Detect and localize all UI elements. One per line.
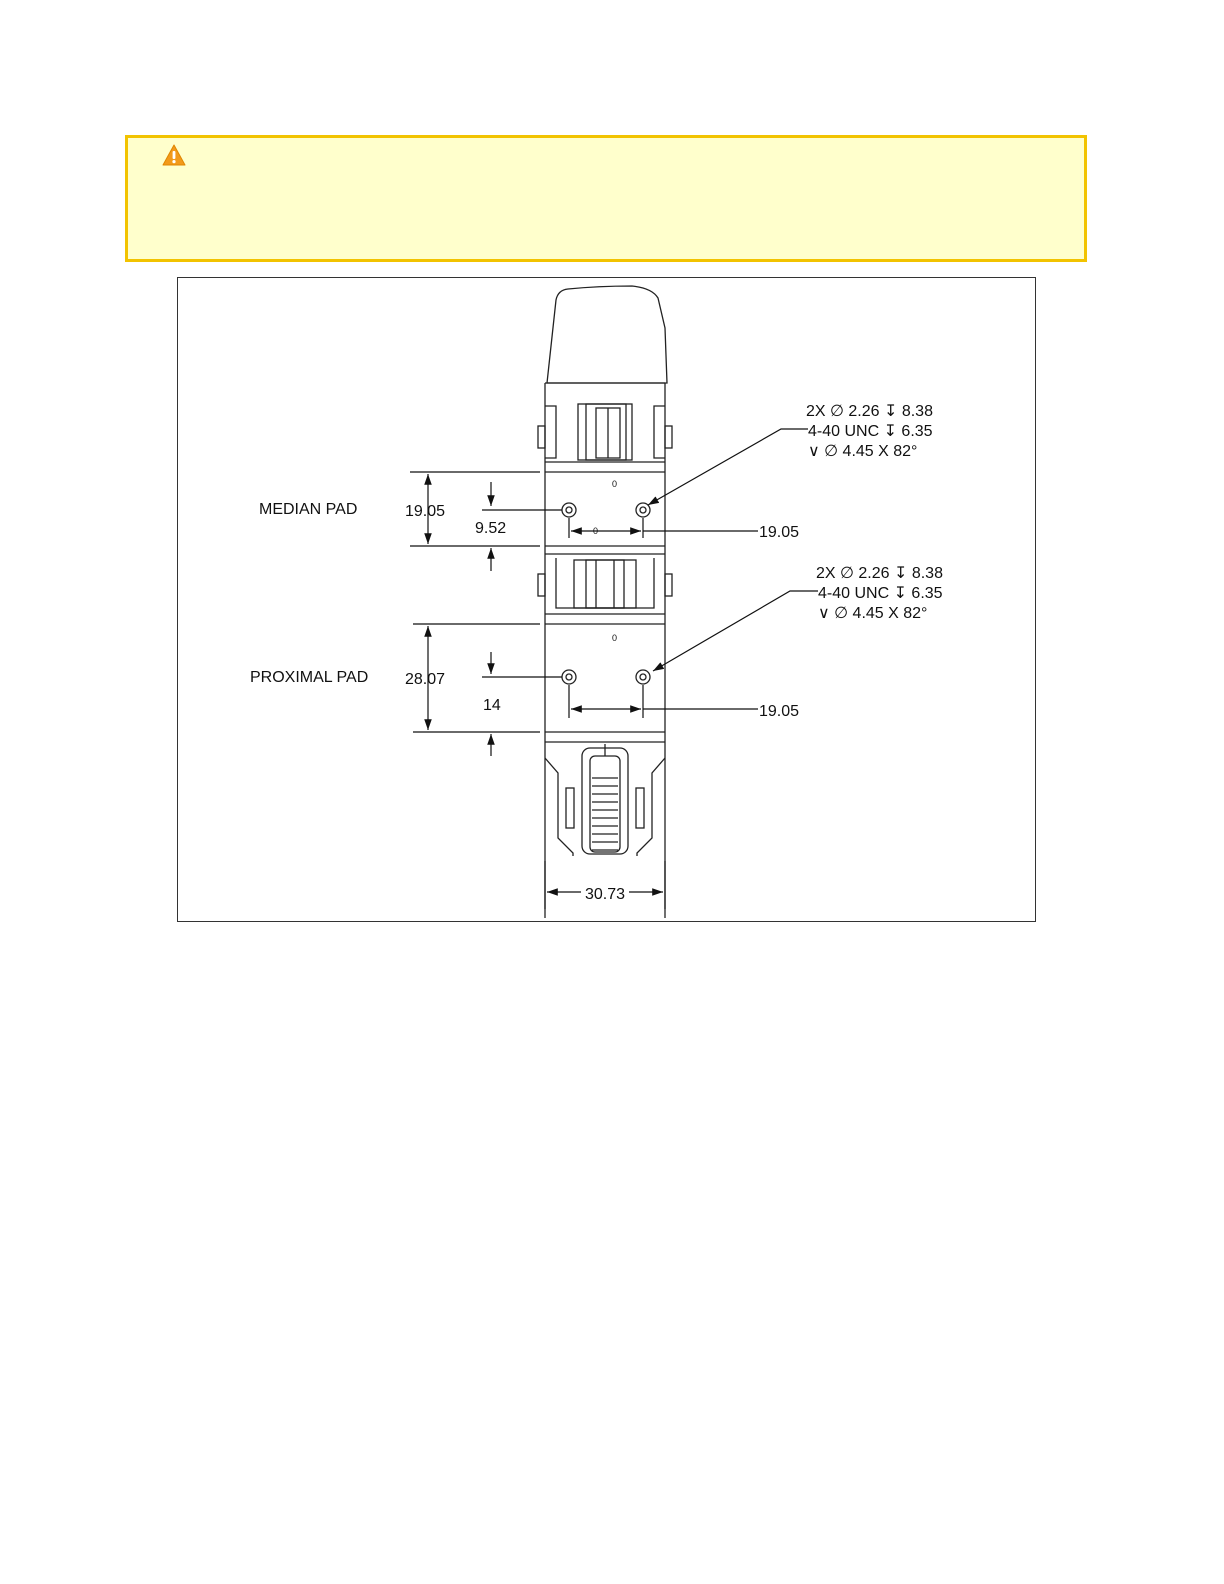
- median-pad-region: [545, 472, 665, 546]
- proximal-pad-label: PROXIMAL PAD: [250, 669, 369, 686]
- technical-drawing: [178, 278, 1035, 921]
- proximal-callout-line1: 2X ∅ 2.26 ↧ 8.38: [816, 565, 943, 582]
- proximal-pad-dimensions: [413, 591, 818, 756]
- finger-outline: [538, 286, 672, 918]
- median-callout-line2: 4-40 UNC ↧ 6.35: [808, 423, 933, 440]
- median-hole-right: [636, 503, 650, 517]
- proximal-offset-value: 14: [483, 697, 501, 714]
- median-hole-left: [562, 503, 576, 517]
- proximal-callout-line2: 4-40 UNC ↧ 6.35: [818, 585, 943, 602]
- base-gear-section: [545, 742, 665, 856]
- warning-triangle-icon: [162, 144, 186, 166]
- proximal-callout-line3: ∨ ∅ 4.45 X 82°: [818, 605, 928, 622]
- median-mark-b: 0: [593, 526, 599, 536]
- width-value: 30.73: [585, 886, 626, 903]
- warning-callout-box: [125, 135, 1087, 262]
- proximal-pad-region: [545, 624, 665, 732]
- median-height-value: 19.05: [405, 503, 446, 520]
- median-callout-line1: 2X ∅ 2.26 ↧ 8.38: [806, 403, 933, 420]
- upper-joint: [538, 404, 672, 462]
- median-spacing-value: 19.05: [759, 524, 800, 541]
- proximal-hole-right: [636, 670, 650, 684]
- median-pad-label: MEDIAN PAD: [259, 501, 358, 518]
- median-offset-value: 9.52: [475, 520, 507, 537]
- median-callout-line3: ∨ ∅ 4.45 X 82°: [808, 443, 918, 460]
- fingertip-cap: [547, 286, 667, 383]
- middle-joint: [538, 554, 672, 614]
- finger-pad-dimension-drawing: [177, 277, 1036, 922]
- proximal-hole-left: [562, 670, 576, 684]
- proximal-mark: 0: [612, 633, 618, 643]
- proximal-spacing-value: 19.05: [759, 703, 800, 720]
- median-mark-a: 0: [612, 479, 618, 489]
- median-pad-dimensions: [410, 429, 808, 571]
- proximal-height-value: 28.07: [405, 671, 446, 688]
